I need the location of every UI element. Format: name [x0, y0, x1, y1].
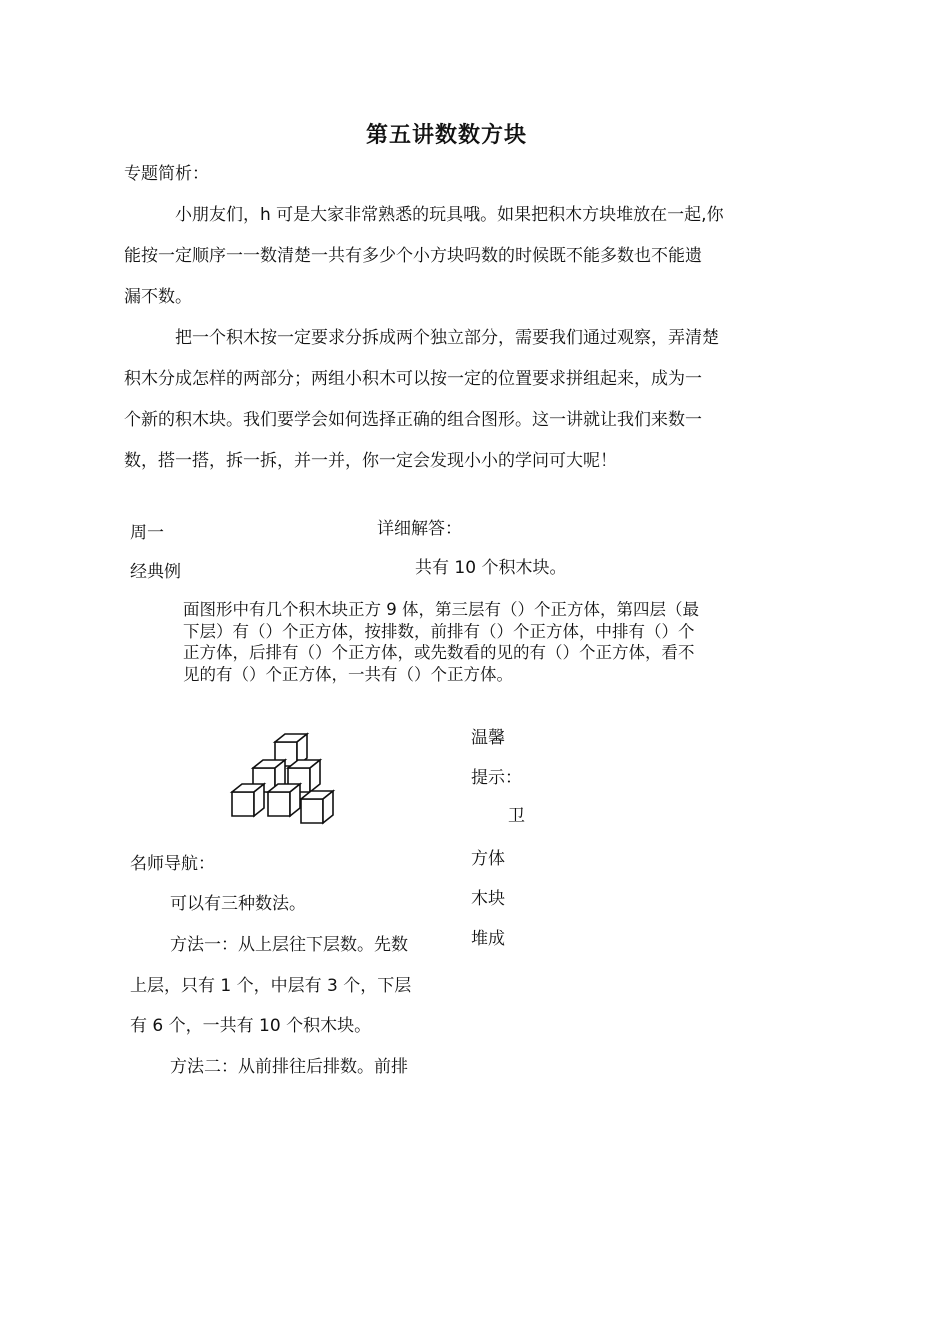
guide-line: 方法二：从前排往后排数。前排	[170, 1057, 408, 1077]
paragraph-line: 把一个积木按一定要求分拆成两个独立部分，需要我们通过观察，弄清楚	[175, 328, 719, 348]
tip-line: 木块	[471, 889, 505, 909]
paragraph-line: 数，搭一搭，拆一拆，并一并，你一定会发现小小的学问可大呢！	[124, 451, 617, 471]
tip-line: 提示：	[471, 768, 522, 788]
cube	[301, 791, 333, 823]
section-intro-label: 专题简析：	[124, 164, 209, 184]
tip-line: 堆成	[471, 929, 505, 949]
cube	[232, 784, 264, 816]
paragraph-line: 小朋友们，h 可是大家非常熟悉的玩具哦。如果把积木方块堆放在一起,你	[175, 205, 724, 225]
guide-line: 可以有三种数法。	[170, 894, 306, 914]
paragraph-line: 个新的积木块。我们要学会如何选择正确的组合图形。这一讲就让我们来数一	[124, 410, 702, 430]
guide-line: 方法一：从上层往下层数。先数	[170, 935, 408, 955]
paragraph-line: 积木分成怎样的两部分；两组小积木可以按一定的位置要求拼组起来，成为一	[124, 369, 702, 389]
guide-line: 上层，只有 1 个，中层有 3 个，下层	[130, 976, 412, 996]
paragraph-line: 漏不数。	[124, 287, 192, 307]
classic-example-label: 经典例	[130, 562, 181, 582]
cube	[268, 784, 300, 816]
paragraph-line: 能按一定顺序一一数清楚一共有多少个小方块吗数的时候既不能多数也不能遗	[124, 246, 702, 266]
question-line: 下层）有（）个正方体，按排数，前排有（）个正方体，中排有（）个	[183, 622, 695, 641]
cube-stack-illustration	[228, 730, 343, 825]
page-title: 第五讲数数方块	[366, 123, 528, 148]
question-line: 正方体，后排有（）个正方体，或先数看的见的有（）个正方体，看不	[183, 643, 695, 662]
question-line: 见的有（）个正方体，一共有（）个正方体。	[183, 665, 513, 684]
week-label: 周一	[130, 523, 164, 543]
question-line: 面图形中有几个积木块正方 9 体，第三层有（）个正方体，第四层（最	[183, 600, 699, 619]
guide-label: 名师导航：	[130, 854, 215, 874]
tip-line: 方体	[471, 849, 505, 869]
answer-label: 详细解答：	[377, 519, 462, 539]
tip-fragment: 卫	[508, 806, 525, 826]
tip-line: 温馨	[471, 728, 505, 748]
answer-text: 共有 10 个积木块。	[415, 558, 567, 578]
guide-line: 有 6 个，一共有 10 个积木块。	[130, 1016, 372, 1036]
